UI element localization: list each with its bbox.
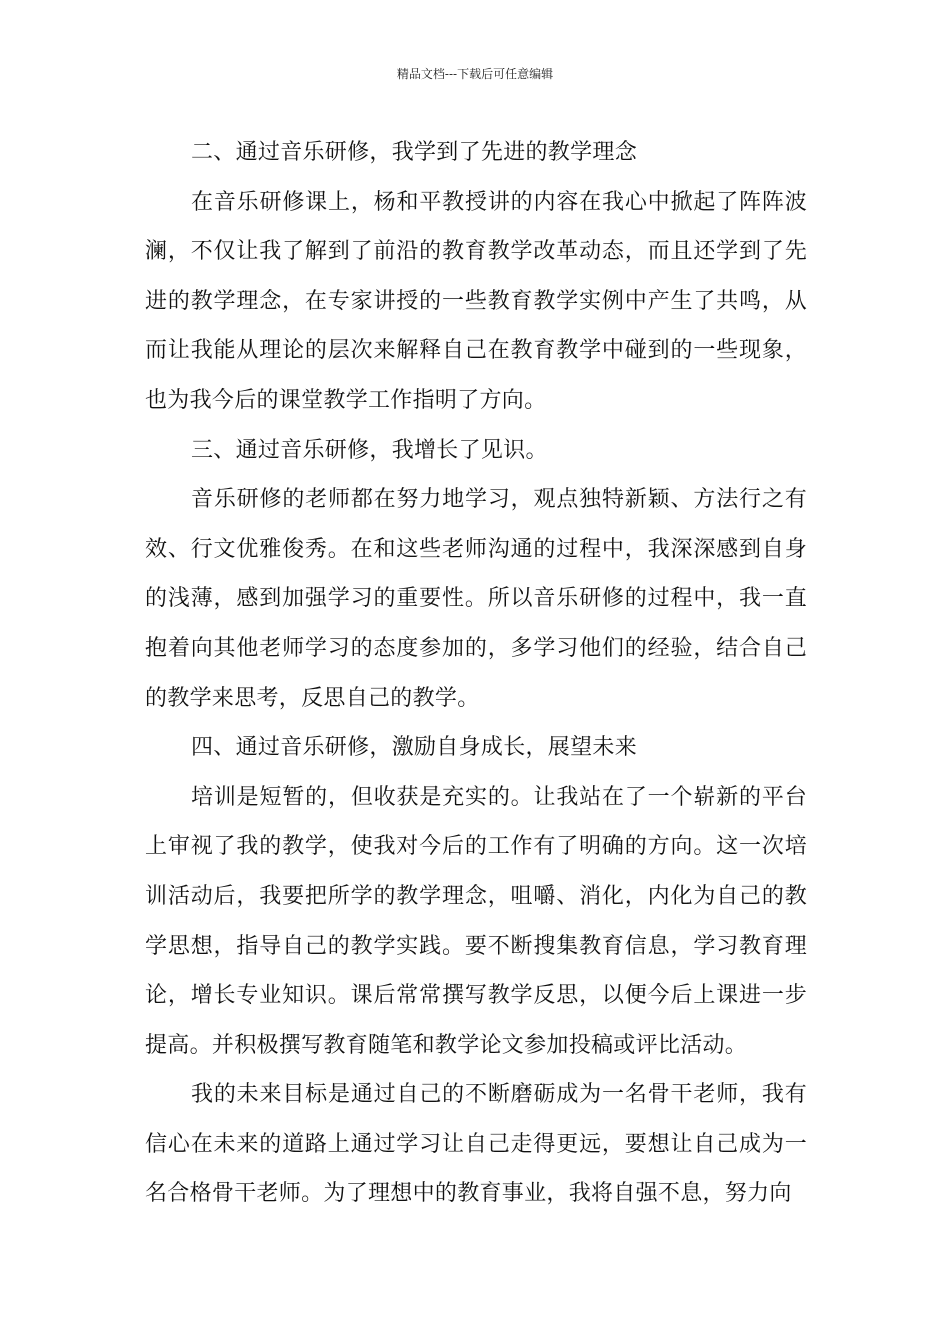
page-header: 精品文档---下载后可任意编辑	[396, 67, 554, 81]
section-heading-2: 二、通过音乐研修，我学到了先进的教学理念	[191, 140, 638, 165]
section-heading-3: 三、通过音乐研修，我增长了见识。	[191, 437, 548, 463]
paragraph: 音乐研修的老师都在努力地学习，观点独特新颖、方法行之有效、行文优雅俊秀。在和这些老师沟通的过程中，我深深感到自身的浅薄，感到加强学习的重要性。所以音乐研修的过程中，我一直抱着向其他老师学习的态度参加的，多学习他们的经验，结合自己的教学来思考，反思自己的教学。	[145, 487, 807, 711]
document-body	[145, 128, 807, 1219]
paragraph: 我的未来目标是通过自己的不断磨砺成为一名骨干老师，我有信心在未来的道路上通过学习让自己走得更远，要想让自己成为一名合格骨干老师。为了理想中的教育事业，我将自强不息，努力向	[145, 1082, 807, 1207]
section-heading-4: 四、通过音乐研修，激励自身成长，展望未来	[191, 735, 638, 761]
paragraph: 在音乐研修课上，杨和平教授讲的内容在我心中掀起了阵阵波澜，不仅让我了解到了前沿的教育教学改革动态，而且还学到了先进的教学理念，在专家讲授的一些教育教学实例中产生了共鸣，从而让我能从理论的层次来解释自己在教育教学中碰到的一些现象，也为我今后的课堂教学工作指明了方向。	[145, 189, 807, 413]
paragraph: 培训是短暂的，但收获是充实的。让我站在了一个崭新的平台上审视了我的教学，使我对今后的工作有了明确的方向。这一次培训活动后，我要把所学的教学理念，咀嚼、消化，内化为自己的教学思想，指导自己的教学实践。要不断搜集教育信息，学习教育理论，增长专业知识。课后常常撰写教学反思，以便今后上课进一步提高。并积极撰写教育随笔和教学论文参加投稿或评比活动。	[145, 784, 807, 1058]
